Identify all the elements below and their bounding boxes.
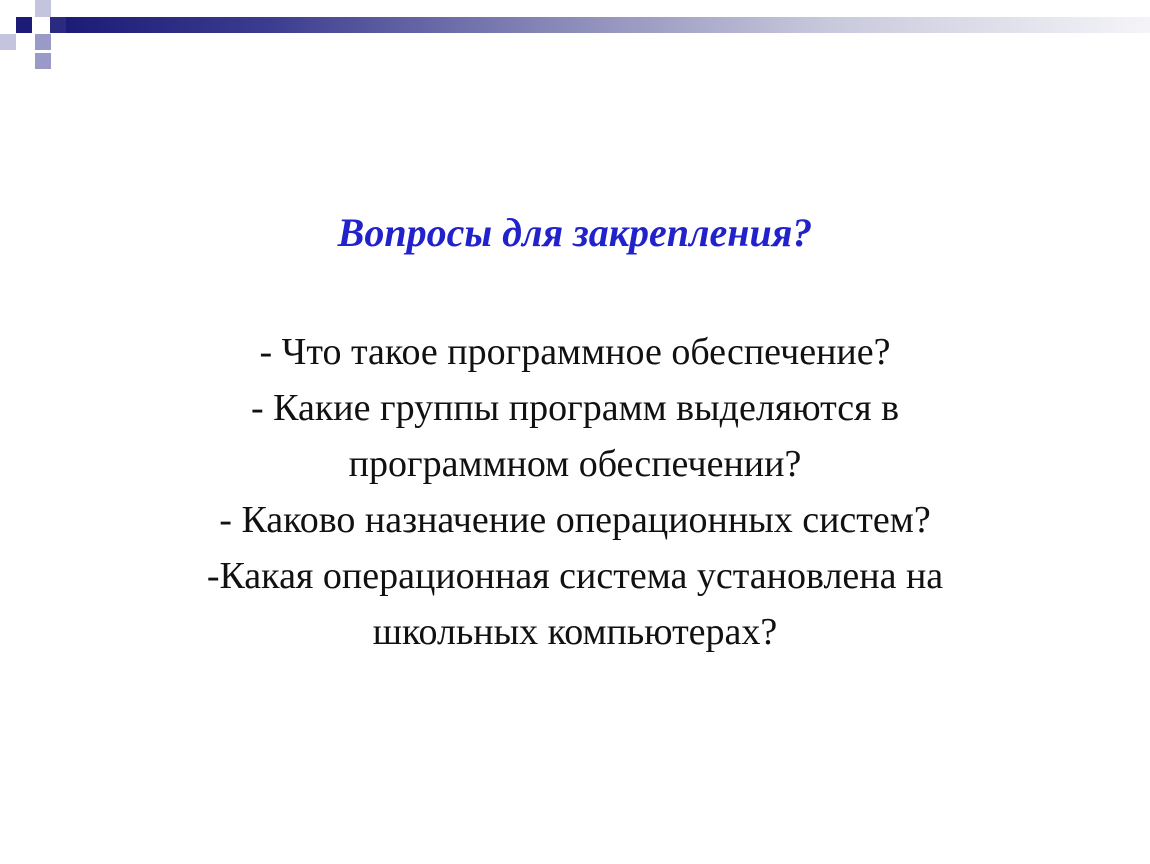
decor-square xyxy=(0,34,16,50)
question-line: программном обеспечении? xyxy=(348,443,802,485)
question-line: - Какие группы программ выделяются в xyxy=(250,387,900,429)
question-line: - Что такое программное обеспечение? xyxy=(259,331,891,373)
decor-square xyxy=(50,17,66,33)
question-line: - Каково назначение операционных систем? xyxy=(219,499,931,541)
decor-square xyxy=(35,53,51,69)
decor-square xyxy=(16,17,32,33)
question-line: школьных компьютерах? xyxy=(372,611,778,653)
slide-title: Вопросы для закрепления? xyxy=(337,210,813,255)
decor-square xyxy=(35,0,51,17)
decor-square xyxy=(35,34,51,50)
question-list xyxy=(0,324,1150,660)
slide-content xyxy=(0,205,1150,660)
header-gradient-bar xyxy=(66,17,1150,33)
question-line: -Какая операционная система установлена на xyxy=(206,555,944,597)
